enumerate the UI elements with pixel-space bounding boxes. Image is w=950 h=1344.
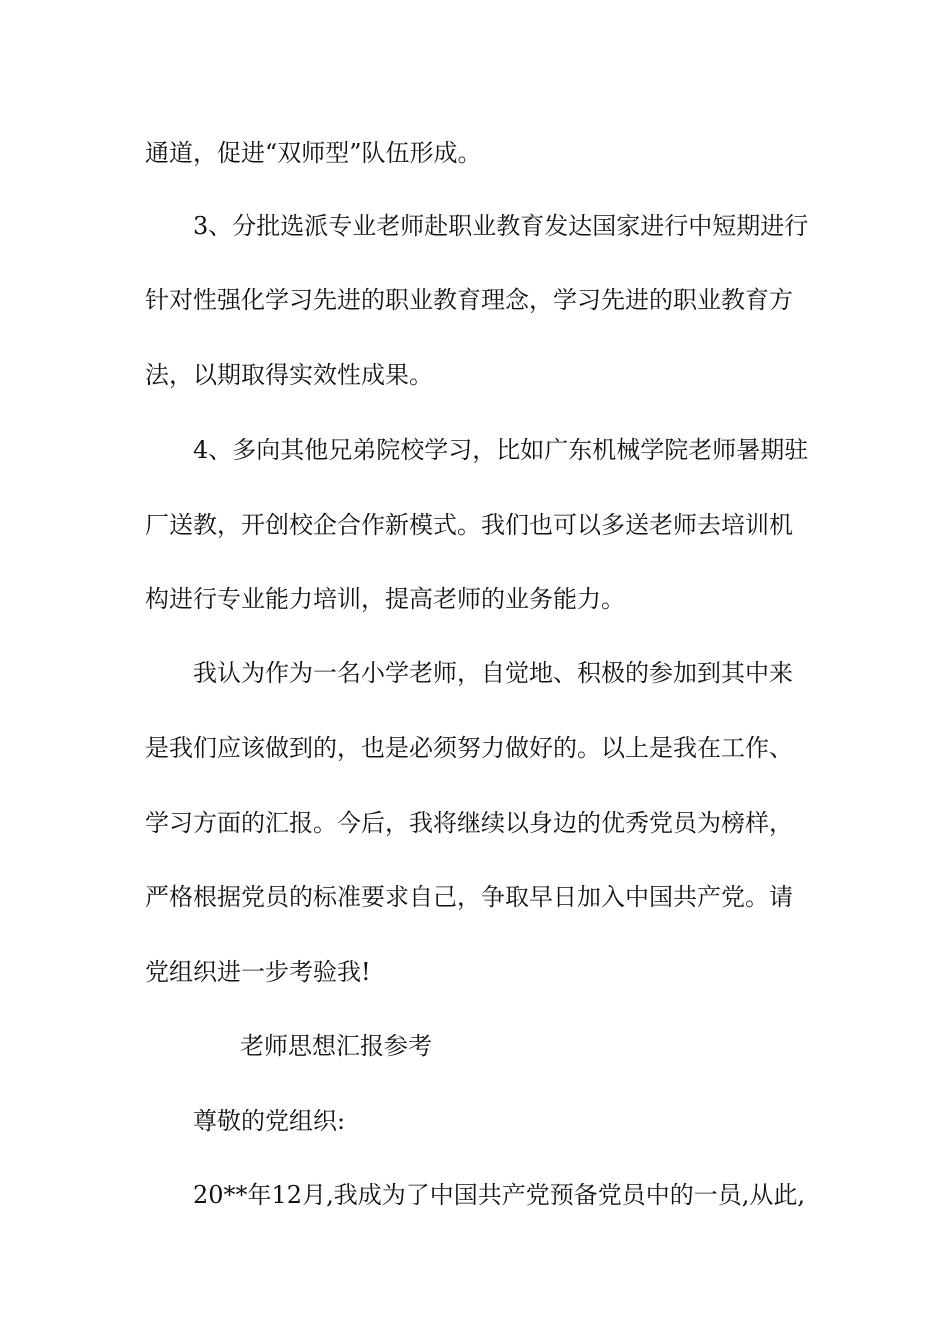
paragraph-line: 我认为作为一名小学老师，自觉地、积极的参加到其中来 xyxy=(193,659,793,687)
paragraph-line: 是我们应该做到的，也是必须努力做好的。以上是我在工作、 xyxy=(145,734,793,762)
paragraph-line: 法，以期取得实效性成果。 xyxy=(145,361,433,389)
paragraph-line: 厂送教，开创校企合作新模式。我们也可以多送老师去培训机 xyxy=(145,511,793,539)
paragraph-line: 党组织进一步考验我! xyxy=(145,958,371,986)
paragraph-line: 针对性强化学习先进的职业教育理念，学习先进的职业教育方 xyxy=(145,286,793,314)
paragraph-line: 通道，促进“双师型”队伍形成。 xyxy=(145,139,482,167)
salutation: 尊敬的党组织: xyxy=(193,1107,346,1135)
paragraph-line: 学习方面的汇报。今后，我将继续以身边的优秀党员为榜样， xyxy=(145,809,793,837)
section-title: 老师思想汇报参考 xyxy=(240,1032,432,1060)
paragraph-line: 20**年12月,我成为了中国共产党预备党员中的一员,从此, xyxy=(193,1181,805,1209)
paragraph-line: 构进行专业能力培训，提高老师的业务能力。 xyxy=(145,585,625,613)
paragraph-line: 严格根据党员的标准要求自己，争取早日加入中国共产党。请 xyxy=(145,883,793,911)
paragraph-line: 3、分批选派专业老师赴职业教育发达国家进行中短期进行 xyxy=(193,212,809,240)
paragraph-line: 4、多向其他兄弟院校学习，比如广东机械学院老师暑期驻 xyxy=(193,436,809,464)
